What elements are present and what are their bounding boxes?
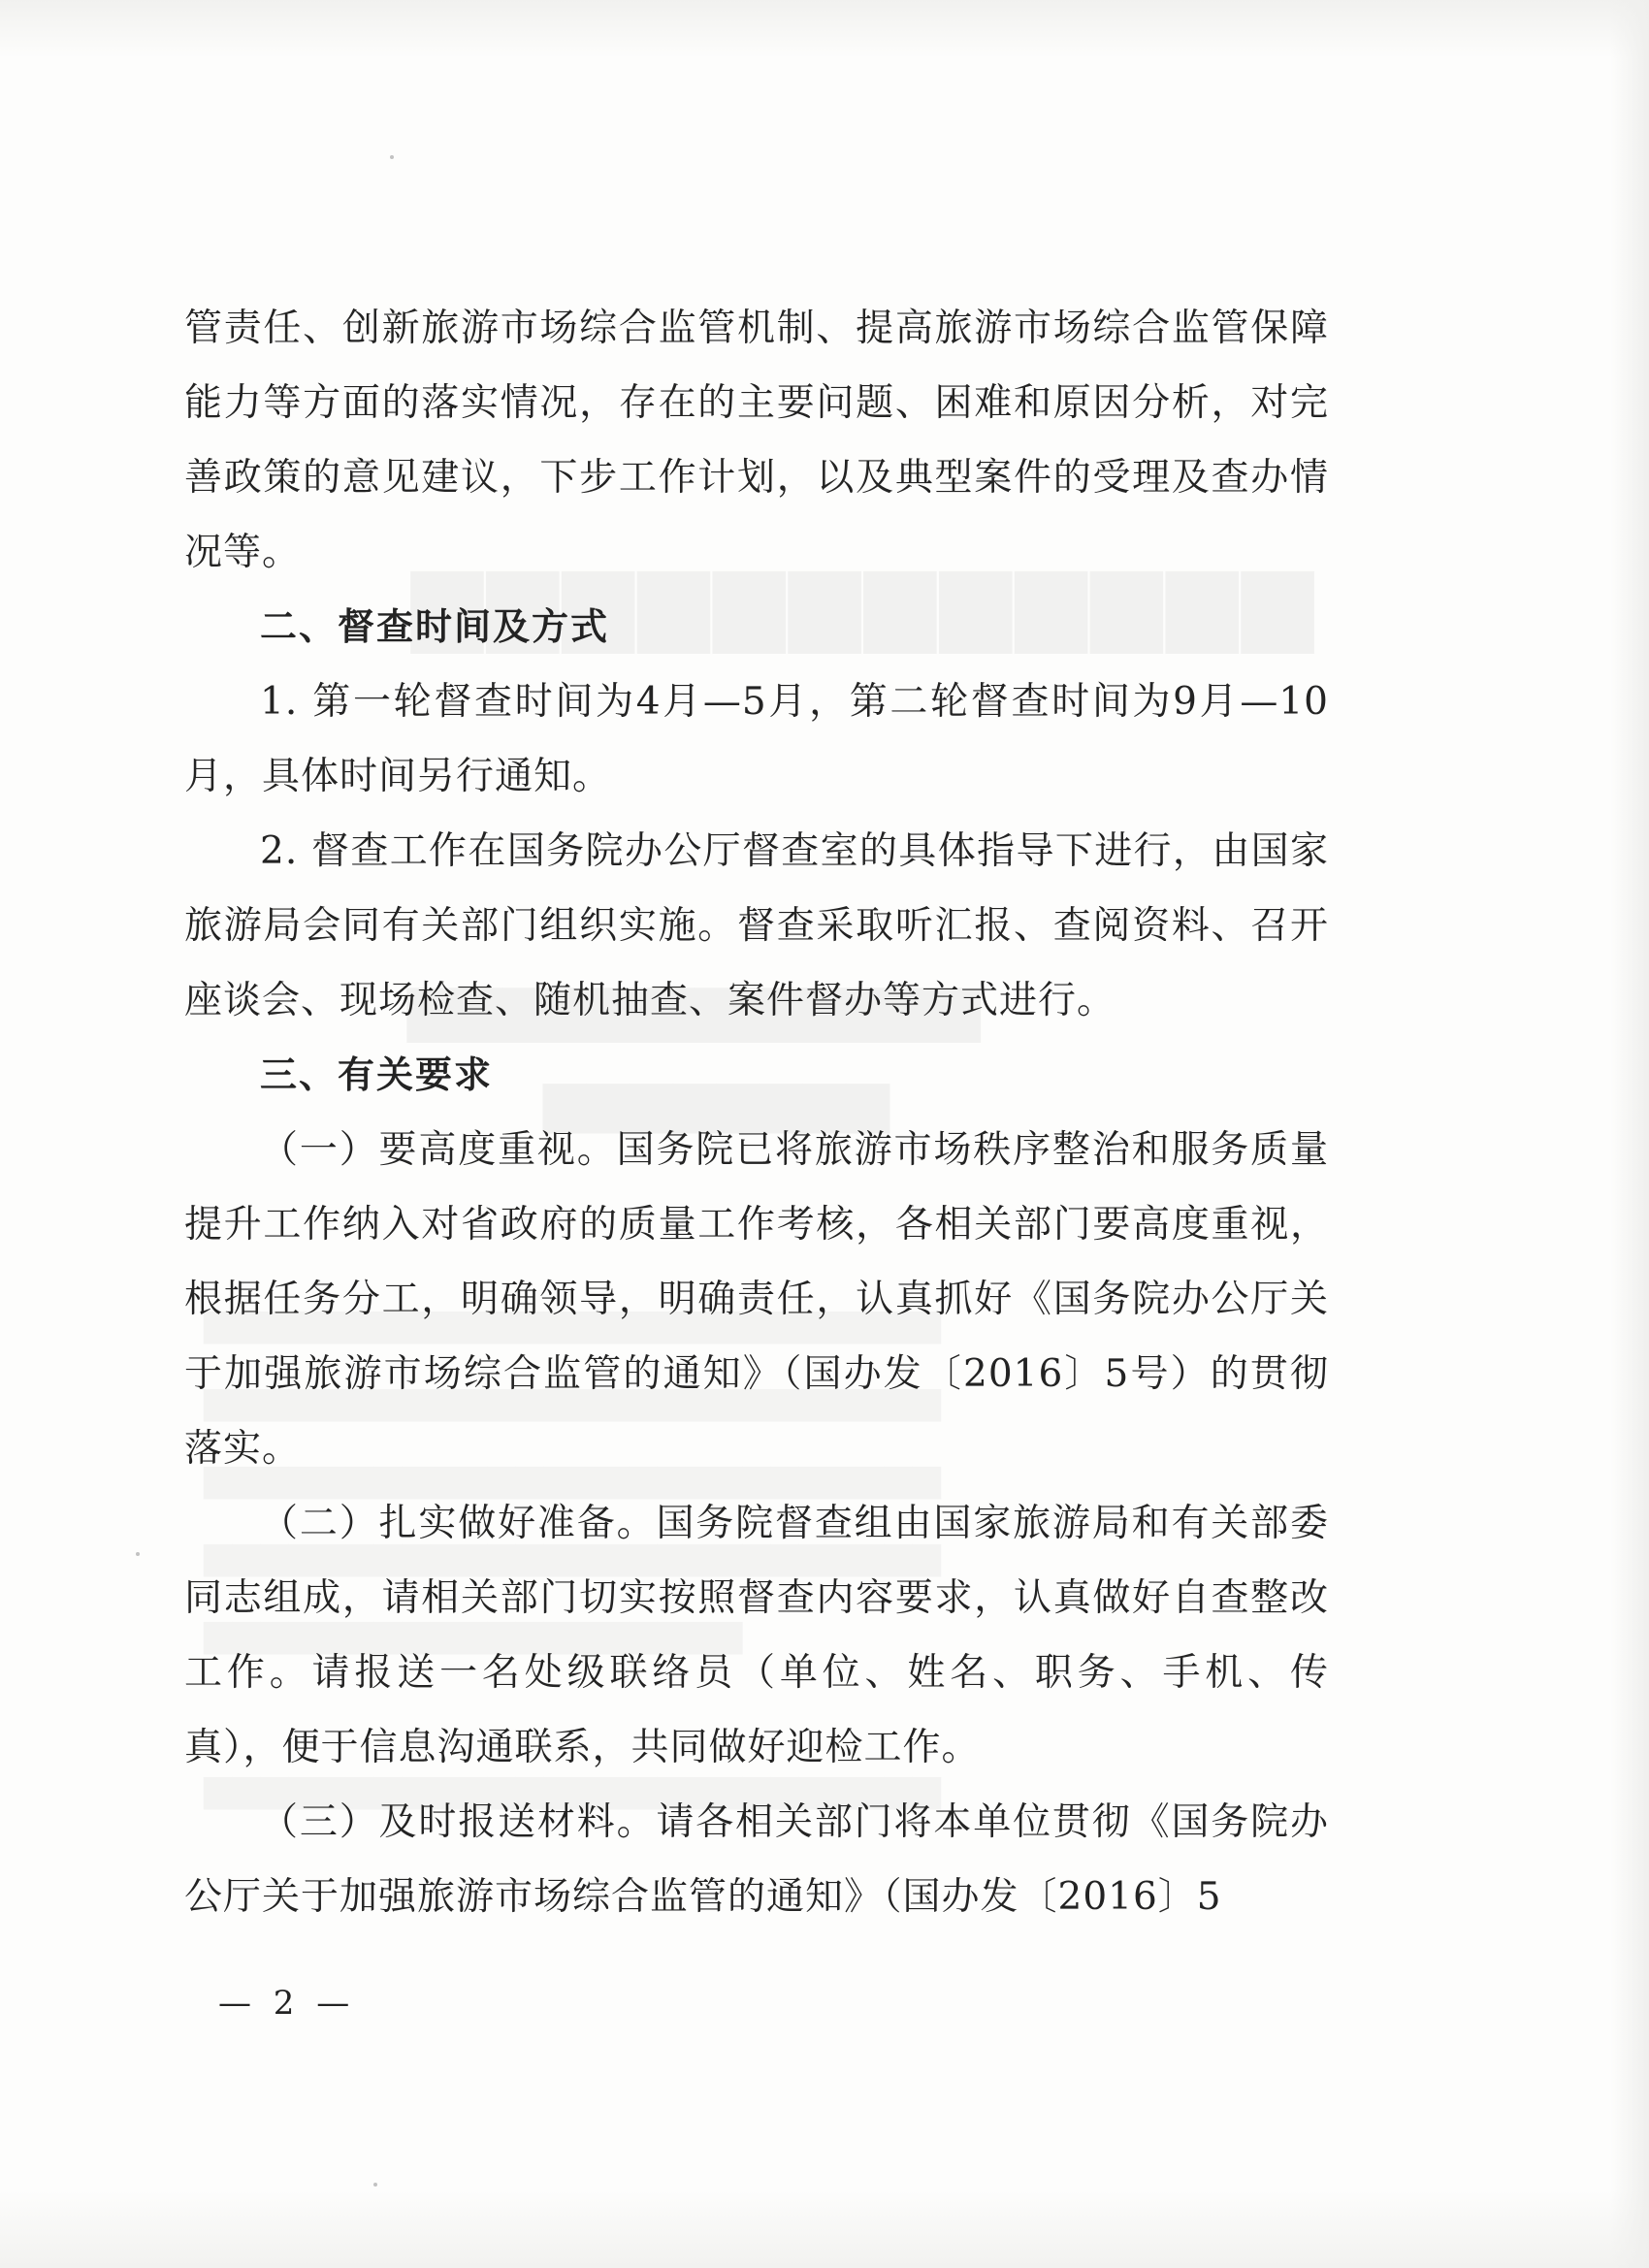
document-body [184, 291, 1329, 1934]
scan-speck [390, 155, 394, 159]
section-heading-3: 三、有关要求 [260, 1053, 494, 1096]
scan-speck [373, 2183, 377, 2187]
paragraph-2-1: 1. 第一轮督查时间为4月—5月，第二轮督查时间为9月—10月，具体时间另行通知。 [184, 680, 1329, 798]
paragraph-2-2: 2. 督查工作在国务院办公厅督查室的具体指导下进行，由国家旅游局会同有关部门组织实施。督查采取听汇报、查阅资料、召开座谈会、现场检查、随机抽查、案件督办等方式进行。 [184, 829, 1329, 1022]
paragraph-3-2: （二）扎实做好准备。国务院督查组由国家旅游局和有关部委同志组成，请相关部门切实按照督查内容要求，认真做好自查整改工作。请报送一名处级联络员（单位、姓名、职务、手机、传真），便于信息沟通联系，共同做好迎检工作。 [184, 1502, 1329, 1769]
section-heading-2: 二、督查时间及方式 [260, 605, 610, 648]
paragraph-3-1: （一）要高度重视。国务院已将旅游市场秩序整治和服务质量提升工作纳入对省政府的质量工作考核，各相关部门要高度重视，根据任务分工，明确领导，明确责任，认真抓好《国务院办公厅关于加强旅游市场综合监管的通知》（国办发〔2016〕5号）的贯彻落实。 [184, 1128, 1329, 1471]
paragraph-3-3: （三）及时报送材料。请各相关部门将本单位贯彻《国务院办公厅关于加强旅游市场综合监管的通知》（国办发〔2016〕5 [184, 1800, 1329, 1919]
paper-edge-bottom [0, 2190, 1649, 2268]
paper-edge-right [1610, 0, 1649, 2268]
scan-speck [136, 1552, 140, 1556]
paragraph-continuation: 管责任、创新旅游市场综合监管机制、提高旅游市场综合监管保障能力等方面的落实情况，存在的主要问题、困难和原因分析，对完善政策的意见建议，下步工作计划，以及典型案件的受理及查办情况等。 [184, 307, 1329, 574]
paper-edge-top [0, 0, 1649, 58]
page-number: — 2 — [218, 1984, 356, 2023]
